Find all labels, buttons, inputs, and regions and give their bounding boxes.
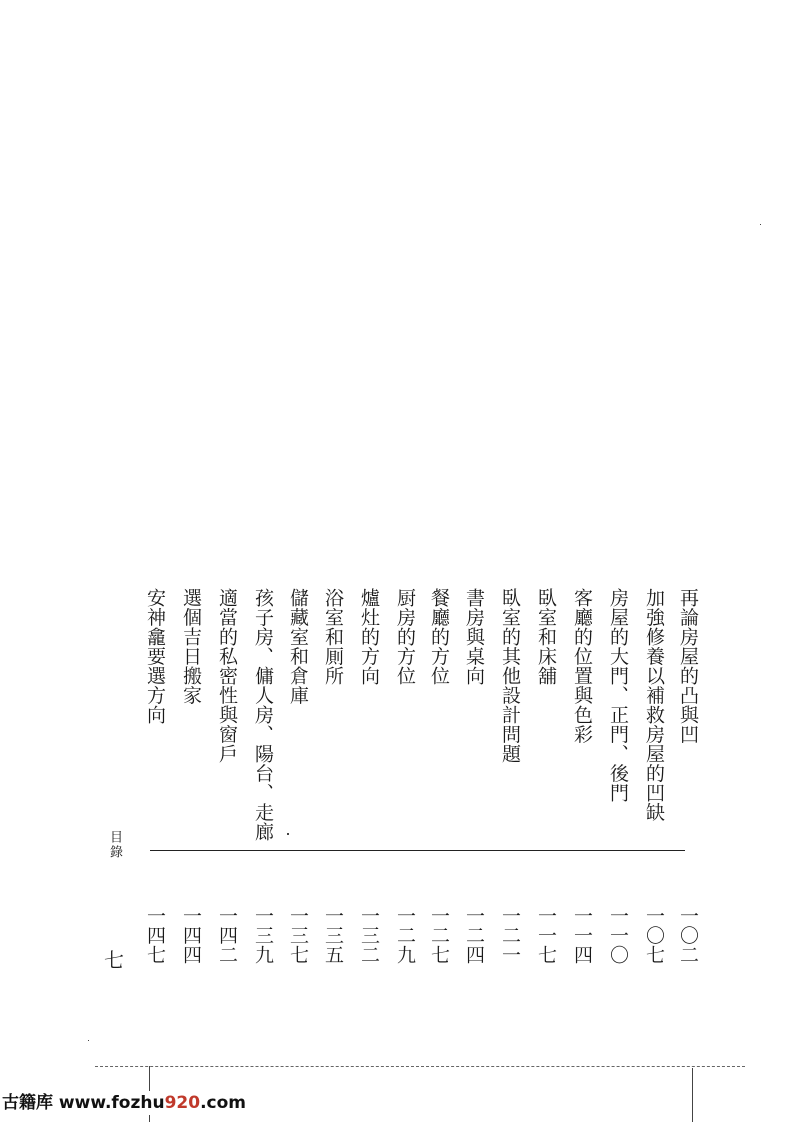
toc-entry-page: 一二九 — [394, 906, 416, 965]
toc-entry-title: 房屋的大門、正門、後門 — [607, 588, 629, 803]
watermark-mid: fozhu — [111, 1093, 165, 1113]
ink-speck — [88, 1040, 89, 1041]
toc-entry-page: 一一〇 — [607, 906, 629, 965]
section-label: 目錄 — [107, 830, 122, 860]
site-watermark — [2, 1091, 250, 1115]
watermark-accent: 920 — [164, 1093, 201, 1113]
toc-entry-page: 一二一 — [499, 906, 521, 965]
toc-entry-page: 一三九 — [252, 906, 274, 965]
toc-entry-title: 安神龕要選方向 — [144, 588, 166, 725]
watermark-prefix: 古籍库 www. — [2, 1093, 112, 1113]
toc-entry-page: 一〇二 — [677, 906, 699, 965]
toc-entry-title: 儲藏室和倉庫 — [287, 588, 309, 705]
toc-entry-page: 一四四 — [180, 906, 202, 965]
ink-speck — [287, 833, 289, 835]
toc-entry-title: 適當的私密性與窗戶 — [216, 588, 238, 764]
scan-edge-line — [692, 1068, 693, 1122]
toc-entry-page: 一一四 — [571, 906, 593, 965]
ink-speck — [760, 224, 761, 225]
toc-entry-page: 一四二 — [216, 906, 238, 965]
toc-entry-page: 一〇七 — [643, 906, 665, 965]
toc-entry-title: 臥室的其他設計問題 — [499, 588, 521, 764]
toc-entry-title: 浴室和厠所 — [322, 588, 344, 686]
toc-entry-title: 客廳的位置與色彩 — [571, 588, 593, 744]
toc-entry-title: 加強修養以補救房屋的凹缺 — [643, 588, 665, 822]
toc-entry-title: 孩子房、傭人房、陽台、走廊 — [252, 588, 274, 842]
toc-entry-page: 一一七 — [535, 906, 557, 965]
header-rule — [150, 850, 685, 851]
toc-entry-page: 一二七 — [428, 906, 450, 965]
watermark-suffix: .com — [200, 1093, 247, 1113]
toc-entry-page: 一二四 — [463, 906, 485, 965]
toc-entry-title: 書房與桌向 — [463, 588, 485, 686]
toc-entry-page: 一四七 — [144, 906, 166, 965]
toc-entry-title: 餐廳的方位 — [428, 588, 450, 686]
toc-entry-page: 一三七 — [287, 906, 309, 965]
toc-entry-title: 臥室和床舖 — [535, 588, 557, 686]
toc-entry-title: 選個吉日搬家 — [180, 588, 202, 705]
toc-entry-page: 一三五 — [322, 906, 344, 965]
toc-entry-page: 一三二 — [358, 906, 380, 965]
scan-edge-line — [95, 1066, 745, 1067]
toc-entry-title: 爐灶的方向 — [358, 588, 380, 686]
page-number: 七 — [104, 948, 124, 972]
toc-entry-title: 厨房的方位 — [394, 588, 416, 686]
toc-entry-title: 再論房屋的凸與凹 — [677, 588, 699, 744]
